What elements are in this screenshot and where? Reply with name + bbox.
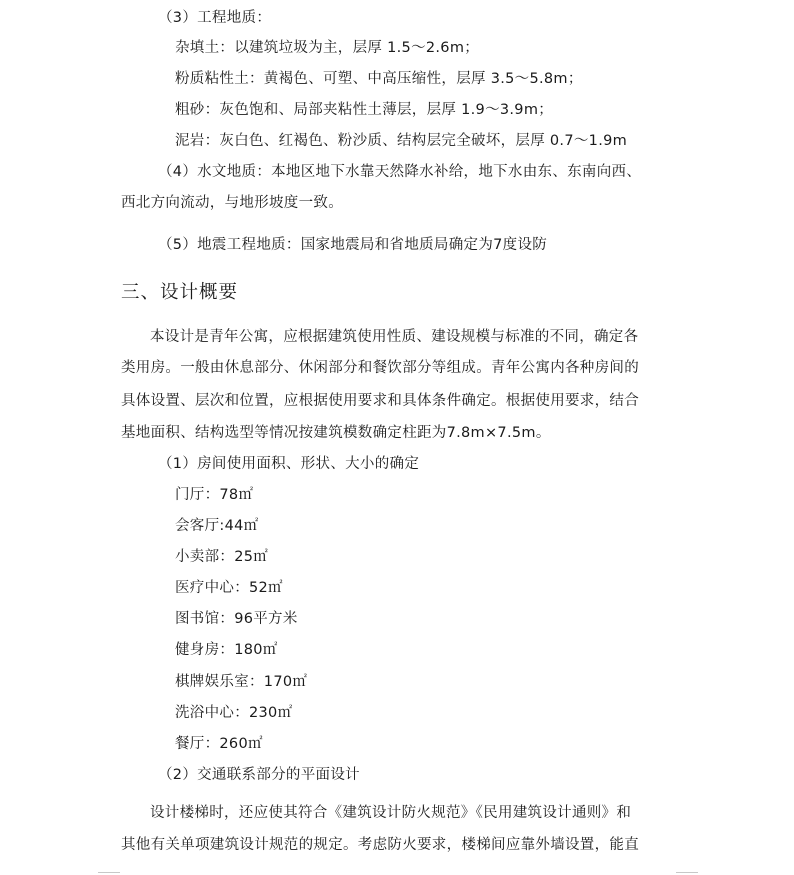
geology-coarse-sand: 粗砂：灰色饱和、局部夹粘性土薄层，层厚 1.9～3.9m；	[175, 102, 554, 118]
geology-mudstone: 泥岩：灰白色、红褐色、粉沙质、结构层完全破坏，层厚 0.7～1.9m	[175, 133, 628, 149]
geology-heading: （3）工程地质：	[158, 10, 272, 26]
room-item: 医疗中心：52㎡	[175, 580, 283, 596]
intro-line-4: 基地面积、结构选型等情况按建筑模数确定柱距为7.8m×7.5m。	[121, 425, 551, 441]
traffic-line-1: 设计楼梯时，还应使其符合《建筑设计防火规范》《民用建筑设计通则》和	[150, 805, 632, 821]
page-corner-mark-right	[676, 872, 698, 873]
hydrology-line-1: （4）水文地质：本地区地下水靠天然降水补给，地下水由东、东南向西、	[158, 164, 642, 180]
intro-line-2: 类用房。一般由休息部分、休闲部分和餐饮部分等组成。青年公寓内各种房间的	[121, 360, 639, 376]
seismic-text: （5）地震工程地质：国家地震局和省地质局确定为7度设防	[158, 237, 548, 253]
room-item: 门厅：78㎡	[175, 487, 254, 503]
intro-line-1: 本设计是青年公寓，应根据建筑使用性质、建设规模与标准的不同，确定各	[150, 329, 639, 345]
traffic-line-2: 其他有关单项建筑设计规范的规定。考虑防火要求，楼梯间应靠外墙设置，能直	[121, 837, 639, 853]
room-item: 小卖部：25㎡	[175, 549, 269, 565]
room-item: 棋牌娱乐室：170㎡	[175, 674, 308, 690]
geology-silty-clay: 粉质粘性土：黄褐色、可塑、中高压缩性，层厚 3.5～5.8m；	[175, 71, 583, 87]
room-item: 健身房：180㎡	[175, 642, 278, 658]
geology-fill-soil: 杂填土：以建筑垃圾为主，层厚 1.5～2.6m；	[175, 40, 480, 56]
room-item: 图书馆：96平方米	[175, 611, 298, 627]
traffic-heading: （2）交通联系部分的平面设计	[158, 767, 360, 783]
room-item: 洗浴中心：230㎡	[175, 705, 293, 721]
section-title: 三、设计概要	[121, 282, 239, 303]
rooms-heading: （1）房间使用面积、形状、大小的确定	[158, 456, 420, 472]
page-corner-mark-left	[98, 872, 120, 873]
room-item: 会客厅:44㎡	[175, 518, 259, 534]
intro-line-3: 具体设置、层次和位置，应根据使用要求和具体条件确定。根据使用要求，结合	[121, 393, 639, 409]
room-item: 餐厅：260㎡	[175, 736, 263, 752]
hydrology-line-2: 西北方向流动，与地形坡度一致。	[121, 195, 343, 211]
